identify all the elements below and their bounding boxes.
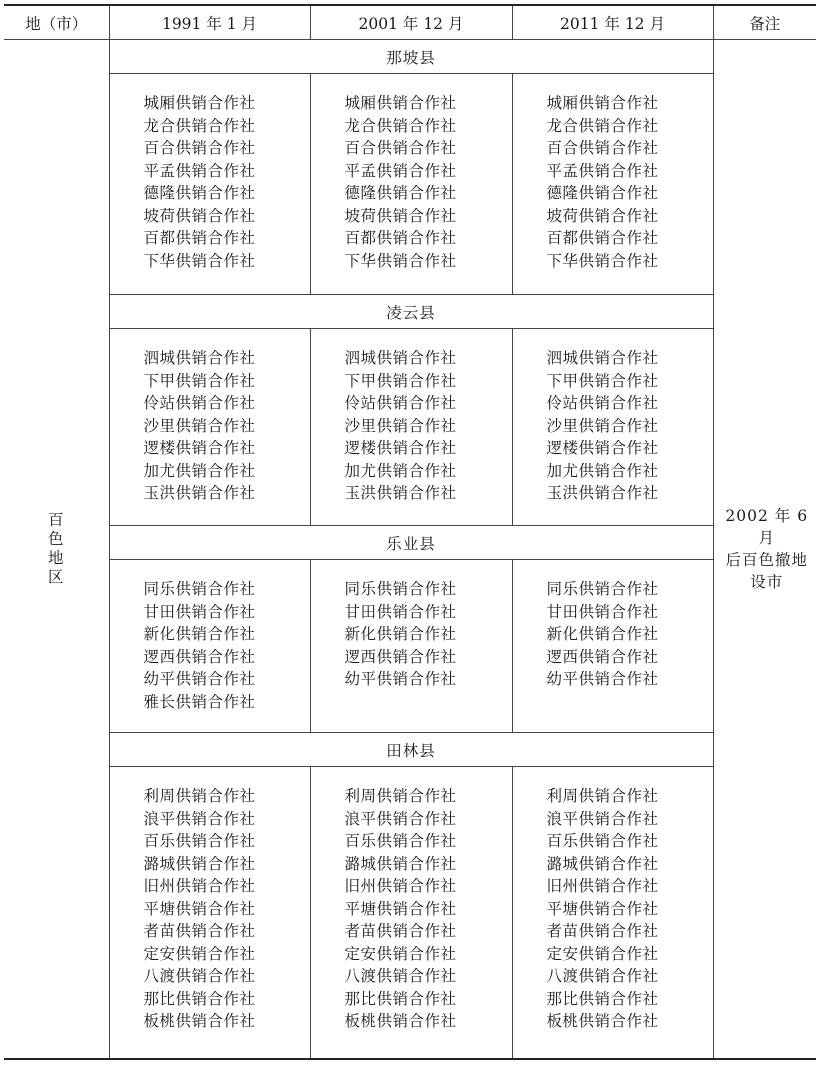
coop-name: 沙里供销合作社 — [546, 416, 659, 435]
coop-name: 百合供销合作社 — [143, 139, 256, 157]
region-char: 色 — [47, 529, 65, 548]
coop-list — [512, 560, 713, 733]
county-name: 乐业县 — [109, 526, 713, 560]
coop-name: 幼平供销合作社 — [546, 670, 659, 688]
coop-row — [4, 767, 816, 1059]
coop-name: 百乐供销合作社 — [546, 832, 659, 850]
coop-list — [109, 560, 310, 733]
coop-name: 浪平供销合作社 — [546, 809, 659, 828]
coop-name: 泗城供销合作社 — [546, 349, 659, 367]
coop-name: 那比供销合作社 — [143, 989, 256, 1008]
coop-name: 潞城供销合作社 — [143, 854, 256, 873]
header-region: 地（市） — [4, 5, 109, 40]
coop-name: 旧州供销合作社 — [344, 877, 457, 895]
supply-coop-table — [4, 4, 816, 1060]
coop-name: 平塘供销合作社 — [344, 899, 457, 918]
coop-list — [310, 767, 512, 1059]
coop-name: 百都供销合作社 — [143, 229, 256, 247]
coop-name: 利周供销合作社 — [344, 787, 457, 805]
coop-name: 伶站供销合作社 — [344, 394, 457, 412]
coop-list — [109, 329, 310, 526]
coop-name: 者苗供销合作社 — [143, 922, 256, 940]
coop-name: 德隆供销合作社 — [344, 184, 457, 202]
coop-name: 玉洪供销合作社 — [546, 484, 659, 502]
coop-name: 伶站供销合作社 — [546, 394, 659, 412]
coop-name: 百合供销合作社 — [344, 139, 457, 157]
coop-name: 逻西供销合作社 — [546, 647, 659, 666]
region-char: 地 — [47, 548, 65, 567]
coop-name: 百乐供销合作社 — [143, 832, 256, 850]
note-cell — [713, 40, 816, 1059]
coop-name: 城厢供销合作社 — [344, 94, 457, 112]
header-row — [4, 5, 816, 40]
coop-name: 那比供销合作社 — [546, 989, 659, 1008]
coop-name: 坡荷供销合作社 — [546, 206, 659, 225]
coop-name: 百合供销合作社 — [546, 139, 659, 157]
coop-name: 逻楼供销合作社 — [344, 439, 457, 457]
coop-name: 平塘供销合作社 — [546, 899, 659, 918]
coop-name: 利周供销合作社 — [143, 787, 256, 805]
coop-row — [4, 74, 816, 295]
header-1991: 1991 年 1 月 — [109, 5, 310, 40]
coop-name: 下华供销合作社 — [344, 251, 457, 270]
coop-name: 板桃供销合作社 — [143, 1012, 256, 1030]
coop-name: 下甲供销合作社 — [143, 371, 256, 390]
coop-name: 八渡供销合作社 — [344, 967, 457, 985]
coop-name: 浪平供销合作社 — [143, 809, 256, 828]
coop-name: 逻西供销合作社 — [344, 647, 457, 666]
coop-name: 平孟供销合作社 — [143, 161, 256, 180]
coop-name: 下甲供销合作社 — [344, 371, 457, 390]
coop-name: 德隆供销合作社 — [143, 184, 256, 202]
coop-name: 旧州供销合作社 — [546, 877, 659, 895]
region-cell — [4, 40, 109, 1059]
coop-name: 新化供销合作社 — [546, 625, 659, 643]
note-line: 后百色撤地 — [725, 550, 808, 569]
coop-list — [310, 329, 512, 526]
note-line: 2002 年 6 月 — [725, 506, 809, 547]
coop-name: 沙里供销合作社 — [143, 416, 256, 435]
coop-name: 同乐供销合作社 — [143, 580, 256, 598]
coop-name: 浪平供销合作社 — [344, 809, 457, 828]
county-name: 田林县 — [109, 733, 713, 767]
coop-name: 甘田供销合作社 — [143, 602, 256, 621]
coop-name: 坡荷供销合作社 — [143, 206, 256, 225]
coop-name: 德隆供销合作社 — [546, 184, 659, 202]
coop-name: 泗城供销合作社 — [143, 349, 256, 367]
coop-name: 同乐供销合作社 — [546, 580, 659, 598]
coop-name: 逻楼供销合作社 — [546, 439, 659, 457]
coop-name: 潞城供销合作社 — [546, 854, 659, 873]
coop-name: 甘田供销合作社 — [546, 602, 659, 621]
coop-name: 八渡供销合作社 — [546, 967, 659, 985]
coop-name: 加尤供销合作社 — [344, 461, 457, 480]
county-row — [4, 40, 816, 74]
coop-name: 幼平供销合作社 — [344, 670, 457, 688]
coop-name: 者苗供销合作社 — [546, 922, 659, 940]
header-2011: 2011 年 12 月 — [512, 5, 713, 40]
note-line: 设市 — [750, 572, 784, 591]
coop-name: 城厢供销合作社 — [546, 94, 659, 112]
coop-list — [310, 560, 512, 733]
coop-name: 同乐供销合作社 — [344, 580, 457, 598]
coop-name: 平孟供销合作社 — [344, 161, 457, 180]
coop-name: 百都供销合作社 — [546, 229, 659, 247]
coop-name: 沙里供销合作社 — [344, 416, 457, 435]
coop-name: 玉洪供销合作社 — [143, 484, 256, 502]
coop-name: 百乐供销合作社 — [344, 832, 457, 850]
coop-name: 平塘供销合作社 — [143, 899, 256, 918]
coop-name: 甘田供销合作社 — [344, 602, 457, 621]
coop-name: 龙合供销合作社 — [344, 116, 457, 135]
coop-row — [4, 329, 816, 526]
coop-name: 者苗供销合作社 — [344, 922, 457, 940]
coop-name: 下华供销合作社 — [546, 251, 659, 270]
coop-name: 板桃供销合作社 — [344, 1012, 457, 1030]
coop-name: 逻西供销合作社 — [143, 647, 256, 666]
coop-name: 加尤供销合作社 — [143, 461, 256, 480]
county-row — [4, 295, 816, 329]
coop-name: 定安供销合作社 — [546, 944, 659, 963]
coop-name: 逻楼供销合作社 — [143, 439, 256, 457]
region-char: 区 — [47, 567, 65, 586]
coop-name: 新化供销合作社 — [143, 625, 256, 643]
coop-list — [310, 74, 512, 295]
coop-list — [512, 329, 713, 526]
coop-name: 八渡供销合作社 — [143, 967, 256, 985]
county-name: 凌云县 — [109, 295, 713, 329]
coop-name: 伶站供销合作社 — [143, 394, 256, 412]
county-row — [4, 526, 816, 560]
county-name: 那坡县 — [109, 40, 713, 74]
coop-row — [4, 560, 816, 733]
coop-list — [109, 767, 310, 1059]
coop-name: 下华供销合作社 — [143, 251, 256, 270]
region-char: 百 — [47, 510, 65, 529]
coop-name: 百都供销合作社 — [344, 229, 457, 247]
coop-name: 潞城供销合作社 — [344, 854, 457, 873]
coop-name: 旧州供销合作社 — [143, 877, 256, 895]
coop-name: 雅长供销合作社 — [143, 692, 256, 711]
coop-name: 玉洪供销合作社 — [344, 484, 457, 502]
coop-name: 龙合供销合作社 — [143, 116, 256, 135]
coop-name: 定安供销合作社 — [344, 944, 457, 963]
coop-list — [109, 74, 310, 295]
coop-name: 加尤供销合作社 — [546, 461, 659, 480]
coop-name: 城厢供销合作社 — [143, 94, 256, 112]
coop-name: 坡荷供销合作社 — [344, 206, 457, 225]
coop-name: 龙合供销合作社 — [546, 116, 659, 135]
coop-name: 泗城供销合作社 — [344, 349, 457, 367]
header-note: 备注 — [713, 5, 816, 40]
coop-name: 新化供销合作社 — [344, 625, 457, 643]
coop-name: 平孟供销合作社 — [546, 161, 659, 180]
coop-name: 定安供销合作社 — [143, 944, 256, 963]
coop-list — [512, 74, 713, 295]
coop-name: 板桃供销合作社 — [546, 1012, 659, 1030]
coop-list — [512, 767, 713, 1059]
coop-name: 下甲供销合作社 — [546, 371, 659, 390]
county-row — [4, 733, 816, 767]
coop-name: 幼平供销合作社 — [143, 670, 256, 688]
header-2001: 2001 年 12 月 — [310, 5, 512, 40]
coop-name: 利周供销合作社 — [546, 787, 659, 805]
coop-name: 那比供销合作社 — [344, 989, 457, 1008]
